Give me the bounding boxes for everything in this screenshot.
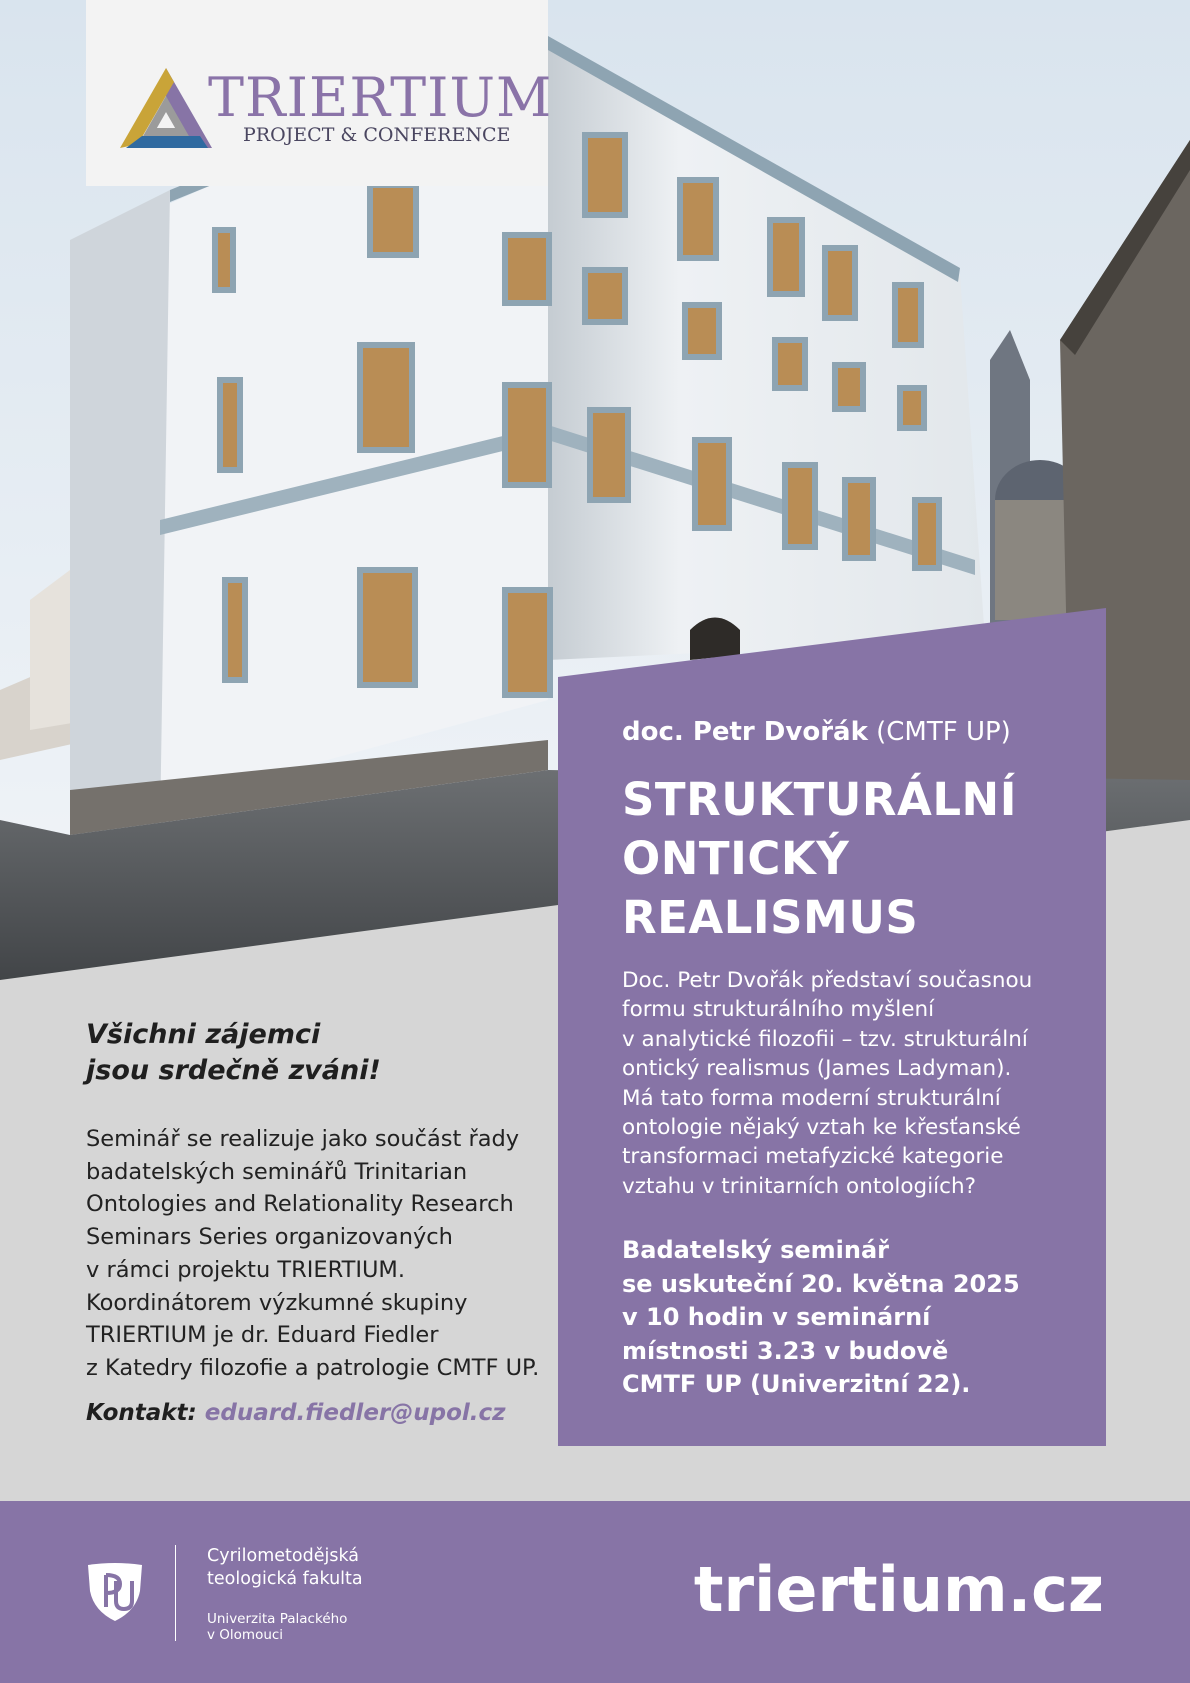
event-line: místnosti 3.23 v budově — [622, 1336, 949, 1365]
speaker-name: doc. Petr Dvořák — [622, 717, 868, 747]
speaker-line — [622, 717, 1011, 747]
lecture-title — [622, 770, 1017, 947]
abstract-line: v analytické filozofii – tzv. strukturální — [622, 1026, 1028, 1052]
faculty-name-line: Cyrilometodějská — [207, 1546, 359, 1566]
triangle-logo-icon — [116, 66, 216, 152]
speaker-affiliation: (CMTF UP) — [876, 717, 1011, 747]
faculty-name — [207, 1545, 363, 1591]
abstract-line: ontický realismus (James Ladyman). — [622, 1056, 1012, 1082]
info-line: Seminář se realizuje jako součást řady — [86, 1126, 520, 1152]
lecture-title-line: STRUKTURÁLNÍ — [622, 773, 1017, 826]
footer-divider — [175, 1545, 176, 1641]
event-line: Badatelský seminář — [622, 1236, 889, 1264]
contact-label: Kontakt: — [86, 1400, 197, 1426]
invitation-heading — [86, 1017, 381, 1089]
faculty-name-line: teologická fakulta — [207, 1569, 363, 1589]
event-details — [622, 1234, 1020, 1402]
info-line: TRIERTIUM je dr. Eduard Fiedler — [86, 1322, 439, 1349]
event-line: v 10 hodin v seminární — [622, 1303, 931, 1332]
event-line: CMTF UP (Univerzitní 22). — [622, 1370, 971, 1399]
lecture-title-line: REALISMUS — [622, 891, 919, 944]
event-line: se uskuteční 20. května 2025 — [622, 1269, 1020, 1298]
info-line: z Katedry filozofie a patrologie CMTF UP. — [86, 1354, 540, 1381]
abstract-line: transformaci metafyzické kategorie — [622, 1144, 1004, 1170]
university-name-line: Univerzita Palackého — [207, 1611, 348, 1627]
abstract-line: vztahu v trinitarních ontologiích? — [622, 1173, 976, 1199]
footer — [0, 1501, 1190, 1683]
seminar-info — [86, 1123, 539, 1385]
abstract-line: formu strukturálního myšlení — [622, 997, 935, 1023]
logo-subtitle: PROJECT & CONFERENCE — [243, 124, 511, 146]
contact-line — [86, 1400, 506, 1426]
abstract-line: Doc. Petr Dvořák představí současnou — [622, 968, 1033, 993]
info-line: Koordinátorem výzkumné skupiny — [86, 1289, 468, 1316]
lecture-abstract — [622, 966, 1032, 1201]
info-line: Ontologies and Relationality Research — [86, 1191, 514, 1218]
abstract-line: ontologie nějaký vztah ke křesťanské — [622, 1115, 1021, 1141]
invite-line: jsou srdečně zváni! — [86, 1055, 381, 1086]
info-line: Seminars Series organizovaných — [86, 1224, 453, 1251]
lecture-title-line: ONTICKÝ — [622, 832, 850, 885]
university-name — [207, 1611, 347, 1643]
logo-title: TRIERTIUM — [208, 66, 553, 129]
invite-line: Všichni zájemci — [86, 1019, 321, 1050]
website-link[interactable]: triertium.cz — [693, 1553, 1104, 1626]
contact-email-link[interactable]: eduard.fiedler@upol.cz — [204, 1400, 506, 1426]
brand-logo — [86, 0, 553, 186]
university-shield-icon — [86, 1561, 144, 1623]
abstract-line: Má tato forma moderní strukturální — [622, 1085, 1001, 1111]
info-line: v rámci projektu TRIERTIUM. — [86, 1256, 405, 1283]
university-name-line: v Olomouci — [207, 1627, 284, 1643]
info-line: badatelských seminářů Trinitarian — [86, 1158, 468, 1185]
